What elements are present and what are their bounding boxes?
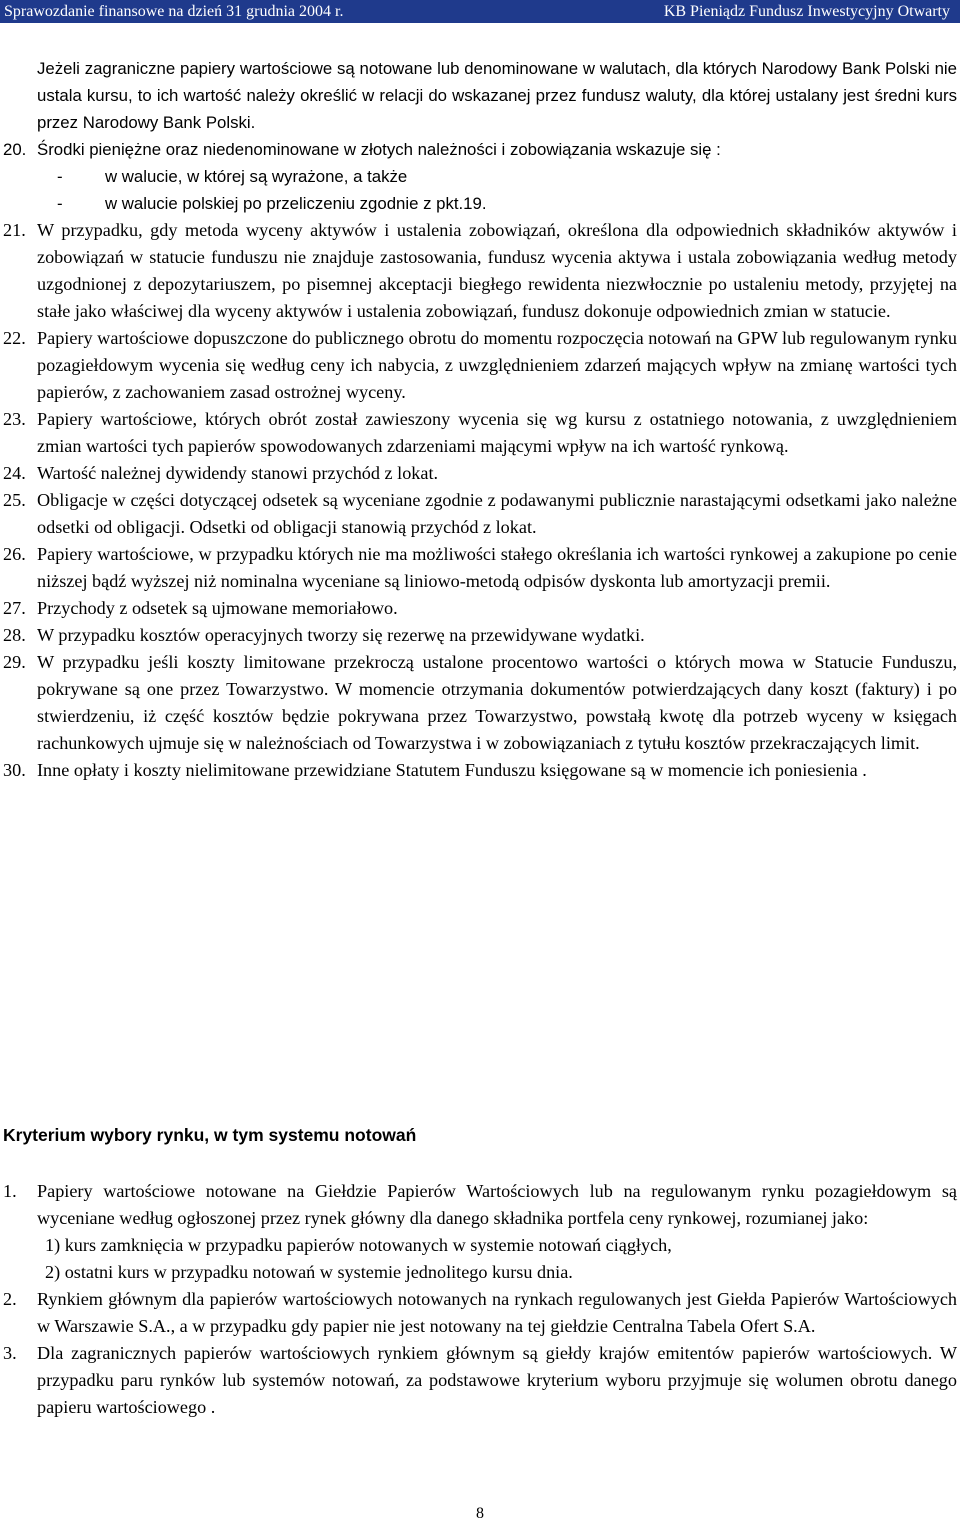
- list-item-number: 25.: [3, 490, 26, 510]
- page-number: 8: [476, 1505, 484, 1522]
- dash-item-text: w walucie, w której są wyrażone, a także: [105, 167, 408, 186]
- list-item-number: 2.: [3, 1289, 17, 1309]
- section-heading: Kryterium wybory rynku, w tym systemu notowań: [3, 1125, 417, 1145]
- list-item: [0, 649, 960, 757]
- header-fund-name: KB Pieniądz Fundusz Inwestycyjny Otwarty: [663, 3, 950, 20]
- list-item-text: W przypadku kosztów operacyjnych tworzy się rezerwę na przewidywane wydatki.: [37, 625, 645, 645]
- list-item-text: Papiery wartościowe dopuszczone do publicznego obrotu do momentu rozpoczęcia notowań na GPW lub regulowanym rynku pozagiełdowym wycenia się według ceny ich nabycia, z uwzględnieniem zdarzeń mających wpływ na zmianę wartości tych papierów, z zachowaniem zasad ostrożnej wyceny.: [37, 328, 957, 402]
- list-item: [0, 541, 960, 595]
- list-item: [0, 136, 960, 163]
- list-item-text: Rynkiem głównym dla papierów wartościowych notowanych na rynkach regulowanych jest Giełda Papierów Wartościowych w Warszawie S.A., a w przypadku gdy papier nie jest notowany na tej giełdzie Centralna Tabela Ofert S.A.: [37, 1289, 957, 1336]
- list-item: [0, 622, 960, 649]
- list-item: [0, 325, 960, 406]
- list-item-number: 23.: [3, 409, 26, 429]
- list-item-text: W przypadku jeśli koszty limitowane przekroczą ustalone procentowo wartości o których mowa w Statucie Funduszu, pokrywane są one przez Towarzystwo. W momencie otrzymania dokumentów potwierdzających dany koszt (faktury) i po stwierdzeniu, iż część kosztów będzie pokrywana przez Towarzystwo, powstałą kwotę dla potrzeb wyceny w księgach rachunkowych ujmuje się w należnościach od Towarzystwa i w zobowiązaniach z tytułu kosztów przekraczających limit.: [37, 652, 957, 753]
- list-item-text: Dla zagranicznych papierów wartościowych rynkiem głównym są giełdy krajów emitentów papierów wartościowych. W przypadku paru rynków lub systemów notowań, za podstawowe kryterium wyboru przyjmuje się wolumen obrotu danego papieru wartościowego .: [37, 1343, 957, 1417]
- list-item-text: Papiery wartościowe notowane na Giełdzie Papierów Wartościowych lub na regulowanym rynku pozagiełdowym są wyceniane według ogłoszonej przez rynek główny dla danego składnika portfela ceny rynkowej, rozumianej jako:: [37, 1181, 957, 1228]
- document-header: [0, 0, 960, 23]
- list-item: [0, 1178, 960, 1232]
- list-item: [0, 217, 960, 325]
- list-item-text: Wartość należnej dywidendy stanowi przychód z lokat.: [37, 463, 439, 483]
- list-item-number: 21.: [3, 220, 26, 240]
- list-item-text: Środki pieniężne oraz niedenominowane w złotych należności i zobowiązania wskazuje się :: [37, 140, 721, 159]
- dash-item-text: w walucie polskiej po przeliczeniu zgodnie z pkt.19.: [105, 194, 487, 213]
- list-item-number: 24.: [3, 463, 26, 483]
- list-item-text: Papiery wartościowe, których obrót został zawieszony wycenia się wg kursu z ostatniego notowania, z uwzględnieniem zmian wartości tych papierów spowodowanych zdarzeniami mającymi wpływ na ich wartość rynkową.: [37, 409, 957, 456]
- list-item-text: Przychody z odsetek są ujmowane memoriałowo.: [37, 598, 398, 618]
- list-item-text: W przypadku, gdy metoda wyceny aktywów i ustalenia zobowiązań, określona dla odpowiednich składników aktywów i zobowiązań w statucie funduszu nie znajduje zastosowania, fundusz wycenia aktywa i ustala zobowiązania według metody uzgodnionej z depozytariuszem, po pisemnej akceptacji biegłego rewidenta niezwłocznie po ustaleniu metody, przyjętej na stałe jako właściwej dla wyceny aktywów i ustalenia zobowiązań, fundusz dokonuje odpowiednich zmian w statucie.: [37, 220, 957, 321]
- list-item: [0, 55, 960, 136]
- list-item-text: Obligacje w części dotyczącej odsetek są wyceniane zgodnie z podawanymi publicznie narastającymi odsetkami jako należne odsetki od obligacji. Odsetki od obligacji stanowią przychód z lokat.: [37, 490, 957, 537]
- list-item-number: 22.: [3, 328, 26, 348]
- dash-item: [0, 190, 960, 217]
- list-item-number: 26.: [3, 544, 26, 564]
- list-item: [0, 460, 960, 487]
- list-item-number: 3.: [3, 1343, 17, 1363]
- list-item-text: Inne opłaty i koszty nielimitowane przewidziane Statutem Funduszu księgowane są w momencie ich poniesienia .: [37, 760, 867, 780]
- list-item-number: 27.: [3, 598, 26, 618]
- list-item: [0, 595, 960, 622]
- list-item-number: 20.: [3, 140, 27, 159]
- header-report-title: Sprawozdanie finansowe na dzień 31 grudnia 2004 r.: [4, 3, 344, 20]
- dash-marker: -: [57, 167, 63, 186]
- list-item: [0, 406, 960, 460]
- sub-list-item: 1) kurs zamknięcia w przypadku papierów notowanych w systemie notowań ciągłych,: [45, 1235, 672, 1255]
- dash-item: [0, 163, 960, 190]
- sub-list-item: 2) ostatni kurs w przypadku notowań w systemie jednolitego kursu dnia.: [45, 1262, 573, 1282]
- list-item: [0, 1286, 960, 1340]
- market-criteria-list: [0, 1178, 960, 1421]
- list-item: [0, 487, 960, 541]
- list-item: [0, 757, 960, 784]
- dash-marker: -: [57, 194, 63, 213]
- list-item-number: 29.: [3, 652, 26, 672]
- list-item-number: 1.: [3, 1181, 17, 1201]
- list-item-number: 30.: [3, 760, 26, 780]
- list-item-number: 28.: [3, 625, 26, 645]
- list-item-text: Jeżeli zagraniczne papiery wartościowe są notowane lub denominowane w walutach, dla których Narodowy Bank Polski nie ustala kursu, to ich wartość należy określić w relacji do wskazanej przez fundusz waluty, dla której ustalany jest średni kurs przez Narodowy Bank Polski.: [37, 59, 957, 132]
- list-item: [0, 1340, 960, 1421]
- policy-list: [0, 55, 960, 784]
- list-item-text: Papiery wartościowe, w przypadku których nie ma możliwości stałego określania ich wartości rynkowej a zakupione po cenie niższej bądź wyższej niż nominalna wyceniane są liniowo-metodą odpisów dyskonta lub amortyzacji premii.: [37, 544, 957, 591]
